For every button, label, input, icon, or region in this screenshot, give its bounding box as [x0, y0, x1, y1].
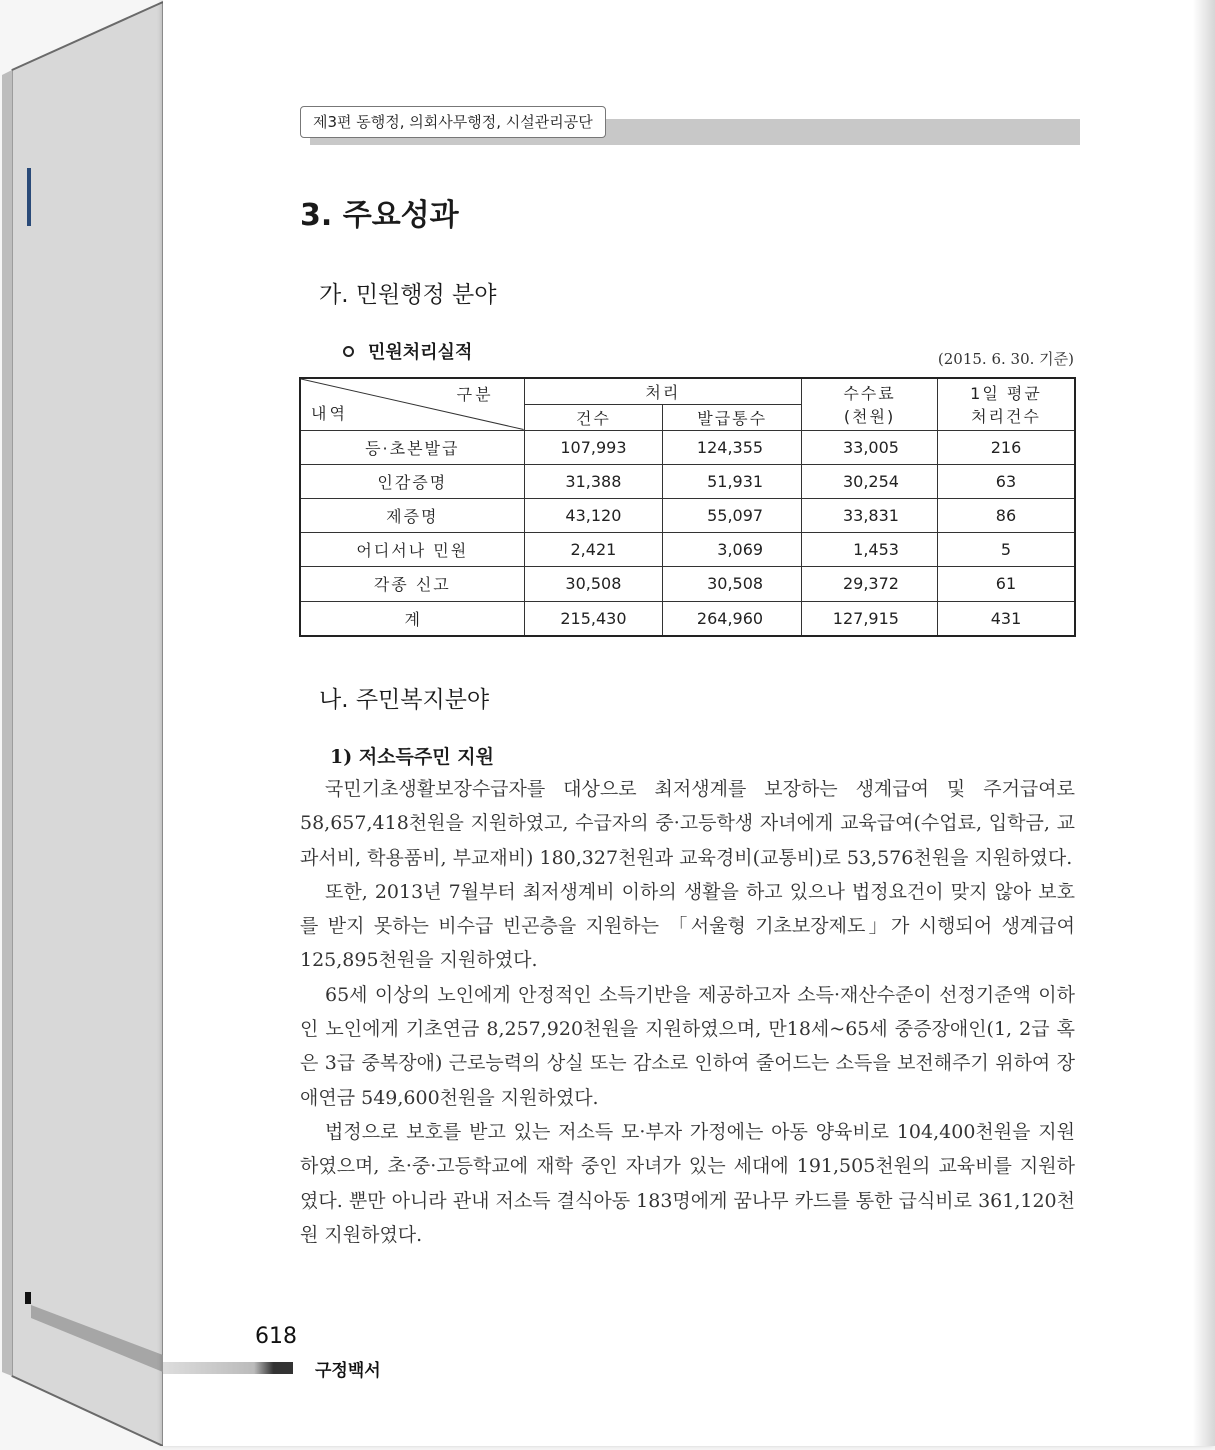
row-count: 31,388: [524, 464, 663, 498]
table-row: [300, 498, 1075, 532]
paragraph: 법정으로 보호를 받고 있는 저소득 모·부자 가정에는 아동 양육비로 104,400천원을 지원하였으며, 초·중·고등학교에 재학 중인 자녀가 있는 세대에 191,505천원의 교육비를 지원하였다. 뿐만 아니라 관내 저소득 결식아동 183명에게 꿈나무 카드를 통한 급식비로 361,120천원 지원하였다.: [300, 1120, 1075, 1246]
row-issued: 51,931: [663, 464, 802, 498]
body-text: [300, 772, 1075, 1252]
running-header-label: 제3편 동행정, 의회사무행정, 시설관리공단: [300, 106, 606, 138]
total-label: 계: [300, 601, 524, 636]
section-title: 3. 주요성과: [300, 198, 459, 233]
row-fee: 33,005: [802, 430, 938, 464]
row-count: 2,421: [524, 533, 663, 567]
page-edge-shadow: [1193, 0, 1215, 1446]
bullet-heading: [343, 338, 472, 364]
header-daily-average: 1일 평균 처리건수: [937, 378, 1075, 430]
table-total-row: [300, 601, 1075, 636]
item-heading: 1) 저소득주민 지원: [330, 746, 494, 768]
row-name: 인감증명: [300, 464, 524, 498]
row-fee: 29,372: [802, 567, 938, 601]
book-spine: [0, 0, 175, 1446]
table-row: [300, 430, 1075, 464]
row-name: 어디서나 민원: [300, 533, 524, 567]
row-daily: 86: [937, 498, 1075, 532]
row-name: 제증명: [300, 498, 524, 532]
table-row: [300, 464, 1075, 498]
header-issued: 발급통수: [663, 404, 802, 430]
circle-bullet-icon: [343, 346, 354, 357]
row-issued: 55,097: [663, 498, 802, 532]
header-count: 건수: [524, 404, 663, 430]
total-count: 215,430: [524, 601, 663, 636]
row-fee: 1,453: [802, 533, 938, 567]
row-daily: 63: [937, 464, 1075, 498]
row-name: 각종 신고: [300, 567, 524, 601]
total-fee: 127,915: [802, 601, 938, 636]
subsection-a-title: 가. 민원행정 분야: [319, 282, 497, 308]
row-issued: 124,355: [663, 430, 802, 464]
paragraph: 또한, 2013년 7월부터 최저생계비 이하의 생활을 하고 있으나 법정요건이 맞지 않아 보호를 받지 못하는 비수급 빈곤층을 지원하는 「서울형 기초보장제도」가 시행되어 생계급여 125,895천원을 지원하였다.: [300, 880, 1075, 972]
header-category: 구분: [456, 385, 494, 404]
running-header: [300, 106, 1080, 146]
table-row: [300, 567, 1075, 601]
row-name: 등·초본발급: [300, 430, 524, 464]
row-daily: 61: [937, 567, 1075, 601]
bullet-heading-text: 민원처리실적: [368, 342, 473, 363]
header-item: 내역: [311, 403, 348, 423]
header-fee: 수수료 (천원): [802, 378, 938, 430]
table-row: [300, 533, 1075, 567]
row-fee: 33,831: [802, 498, 938, 532]
row-count: 43,120: [524, 498, 663, 532]
total-daily: 431: [937, 601, 1075, 636]
row-daily: 5: [937, 533, 1075, 567]
footer-bar: [163, 1362, 293, 1374]
basis-date-note: (2015. 6. 30. 기준): [937, 350, 1074, 368]
diagonal-header-cell: [300, 378, 524, 430]
header-processing: 처리: [524, 378, 802, 404]
footer-title: 구정백서: [315, 1361, 381, 1381]
subsection-b-title: 나. 주민복지분야: [319, 687, 490, 713]
row-count: 30,508: [524, 567, 663, 601]
total-issued: 264,960: [663, 601, 802, 636]
row-fee: 30,254: [802, 464, 938, 498]
civil-affairs-table: [299, 377, 1076, 637]
row-issued: 30,508: [663, 567, 802, 601]
row-issued: 3,069: [663, 533, 802, 567]
paragraph: 국민기초생활보장수급자를 대상으로 최저생계를 보장하는 생계급여 및 주거급여로 58,657,418천원을 지원하였고, 수급자의 중·고등학생 자녀에게 교육급여(수업료, 입학금, 교과서비, 학용품비, 부교재비) 180,327천원과 교육경비(교통비)로 53,576천원을 지원하였다.: [300, 778, 1075, 869]
page-number: 618: [255, 1324, 297, 1349]
row-daily: 216: [937, 430, 1075, 464]
row-count: 107,993: [524, 430, 663, 464]
paragraph: 65세 이상의 노인에게 안정적인 소득기반을 제공하고자 소득·재산수준이 선정기준액 이하인 노인에게 기초연금 8,257,920천원을 지원하였으며, 만18세~65세 중증장애인(1, 2급 혹은 3급 중복장애) 근로능력의 상실 또는 감소로 인하여 줄어드는 소득을 보전해주기 위하여 장애연금 549,600천원을 지원하였다.: [300, 983, 1075, 1109]
